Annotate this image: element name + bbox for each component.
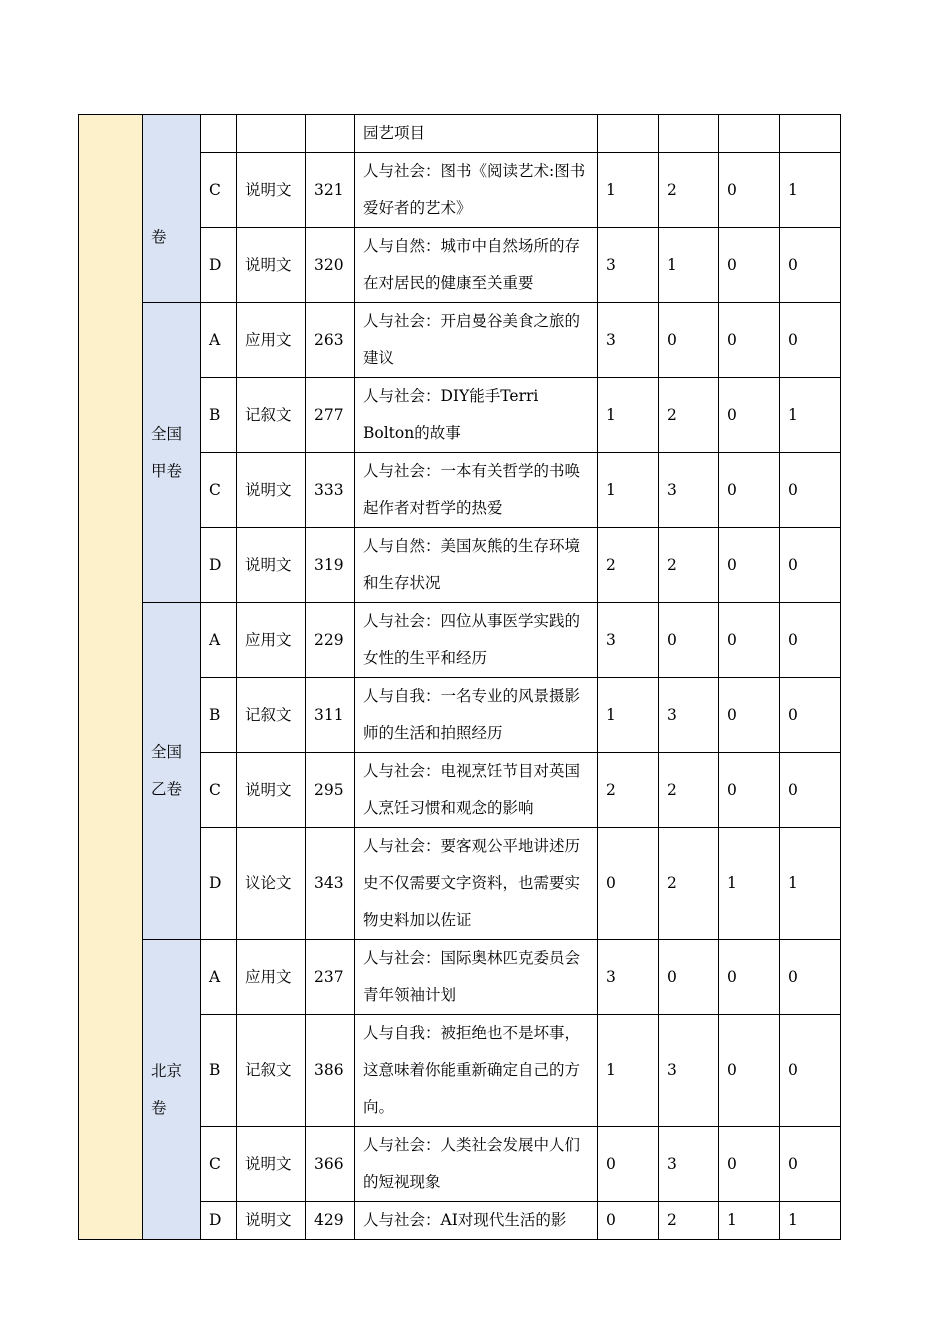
- topic-cell: 人与社会：AI对现代生活的影: [355, 1202, 598, 1240]
- type-cell: 说明文: [237, 753, 306, 828]
- letter-cell: A: [201, 303, 237, 378]
- count-cell: 2: [659, 528, 719, 603]
- type-cell: 说明文: [237, 1202, 306, 1240]
- letter-cell: C: [201, 1127, 237, 1202]
- count-cell: 0: [780, 753, 841, 828]
- topic-cell: 人与自我：被拒绝也不是坏事，这意味着你能重新确定自己的方向。: [355, 1015, 598, 1127]
- letter-cell: A: [201, 603, 237, 678]
- count-cell: 3: [598, 940, 659, 1015]
- count-cell: 1: [598, 678, 659, 753]
- group-label: 全国甲卷: [143, 303, 201, 603]
- count-cell: 0: [719, 753, 780, 828]
- letter-cell: D: [201, 528, 237, 603]
- count-cell: 1: [780, 153, 841, 228]
- words-cell: 311: [306, 678, 355, 753]
- topic-cell: 人与社会：开启曼谷美食之旅的建议: [355, 303, 598, 378]
- count-cell: 1: [598, 153, 659, 228]
- topic-cell: 人与社会：要客观公平地讲述历史不仅需要文字资料，也需要实物史料加以佐证: [355, 828, 598, 940]
- count-cell: 3: [598, 603, 659, 678]
- words-cell: 319: [306, 528, 355, 603]
- count-cell: 1: [719, 1202, 780, 1240]
- count-cell: 0: [719, 528, 780, 603]
- words-cell: [306, 115, 355, 153]
- group-label: 全国乙卷: [143, 603, 201, 940]
- count-cell: 0: [780, 940, 841, 1015]
- letter-cell: A: [201, 940, 237, 1015]
- count-cell: 1: [598, 453, 659, 528]
- count-cell: 1: [780, 828, 841, 940]
- count-cell: 0: [780, 603, 841, 678]
- count-cell: 3: [598, 228, 659, 303]
- topic-cell: 人与社会：四位从事医学实践的女性的生平和经历: [355, 603, 598, 678]
- count-cell: 2: [659, 1202, 719, 1240]
- count-cell: 1: [780, 1202, 841, 1240]
- count-cell: 0: [659, 940, 719, 1015]
- letter-cell: D: [201, 828, 237, 940]
- count-cell: 0: [780, 303, 841, 378]
- count-cell: 2: [659, 828, 719, 940]
- count-cell: 0: [719, 228, 780, 303]
- group-label: [143, 115, 201, 303]
- count-cell: 2: [598, 753, 659, 828]
- count-cell: 1: [719, 828, 780, 940]
- topic-cell: 人与社会：图书《阅读艺术:图书爱好者的艺术》: [355, 153, 598, 228]
- count-cell: 0: [780, 228, 841, 303]
- type-cell: 说明文: [237, 528, 306, 603]
- letter-cell: D: [201, 1202, 237, 1240]
- group-label: 北京卷: [143, 940, 201, 1240]
- type-cell: 应用文: [237, 940, 306, 1015]
- count-cell: 0: [780, 528, 841, 603]
- count-cell: 1: [598, 378, 659, 453]
- count-cell: 0: [780, 1015, 841, 1127]
- words-cell: 366: [306, 1127, 355, 1202]
- count-cell: 0: [598, 1127, 659, 1202]
- type-cell: 说明文: [237, 1127, 306, 1202]
- count-cell: 1: [659, 228, 719, 303]
- type-cell: 记叙文: [237, 678, 306, 753]
- type-cell: 记叙文: [237, 1015, 306, 1127]
- type-cell: 说明文: [237, 228, 306, 303]
- topic-cell: 人与社会：一本有关哲学的书唤起作者对哲学的热爱: [355, 453, 598, 528]
- letter-cell: D: [201, 228, 237, 303]
- table-row: [79, 303, 841, 378]
- count-cell: 3: [659, 678, 719, 753]
- topic-cell: 人与自然：美国灰熊的生存环境和生存状况: [355, 528, 598, 603]
- type-cell: 说明文: [237, 153, 306, 228]
- words-cell: 386: [306, 1015, 355, 1127]
- count-cell: 0: [719, 678, 780, 753]
- topic-cell: 人与社会：电视烹饪节目对英国人烹饪习惯和观念的影响: [355, 753, 598, 828]
- count-cell: 0: [719, 603, 780, 678]
- words-cell: 263: [306, 303, 355, 378]
- type-cell: 议论文: [237, 828, 306, 940]
- words-cell: 333: [306, 453, 355, 528]
- words-cell: 277: [306, 378, 355, 453]
- count-cell: 0: [719, 453, 780, 528]
- letter-cell: B: [201, 1015, 237, 1127]
- count-cell: [598, 115, 659, 153]
- count-cell: 3: [659, 1015, 719, 1127]
- type-cell: 记叙文: [237, 378, 306, 453]
- type-cell: 应用文: [237, 303, 306, 378]
- count-cell: 1: [598, 1015, 659, 1127]
- table-row: [79, 115, 841, 153]
- count-cell: 2: [598, 528, 659, 603]
- group-name: 卷: [151, 228, 167, 246]
- type-cell: [237, 115, 306, 153]
- count-cell: 3: [659, 453, 719, 528]
- count-cell: 0: [780, 1127, 841, 1202]
- count-cell: 0: [719, 153, 780, 228]
- words-cell: 429: [306, 1202, 355, 1240]
- count-cell: 0: [780, 678, 841, 753]
- count-cell: 0: [719, 303, 780, 378]
- count-cell: 0: [719, 378, 780, 453]
- table-row: [79, 603, 841, 678]
- count-cell: 2: [659, 753, 719, 828]
- topic-cell: 人与自然：城市中自然场所的存在对居民的健康至关重要: [355, 228, 598, 303]
- letter-cell: C: [201, 153, 237, 228]
- words-cell: 343: [306, 828, 355, 940]
- count-cell: 0: [719, 1015, 780, 1127]
- topic-cell: 人与社会：国际奥林匹克委员会青年领袖计划: [355, 940, 598, 1015]
- table-row: [79, 940, 841, 1015]
- count-cell: [780, 115, 841, 153]
- count-cell: 0: [598, 1202, 659, 1240]
- count-cell: 0: [719, 1127, 780, 1202]
- count-cell: [659, 115, 719, 153]
- letter-cell: C: [201, 453, 237, 528]
- words-cell: 320: [306, 228, 355, 303]
- type-cell: 应用文: [237, 603, 306, 678]
- exam-reading-table: [78, 114, 841, 1240]
- count-cell: 1: [780, 378, 841, 453]
- count-cell: 3: [598, 303, 659, 378]
- topic-cell: 人与自我：一名专业的风景摄影师的生活和拍照经历: [355, 678, 598, 753]
- count-cell: 0: [780, 453, 841, 528]
- words-cell: 229: [306, 603, 355, 678]
- count-cell: 2: [659, 153, 719, 228]
- type-cell: 说明文: [237, 453, 306, 528]
- words-cell: 237: [306, 940, 355, 1015]
- topic-cell: 园艺项目: [355, 115, 598, 153]
- count-cell: 0: [598, 828, 659, 940]
- letter-cell: C: [201, 753, 237, 828]
- count-cell: 3: [659, 1127, 719, 1202]
- count-cell: 0: [719, 940, 780, 1015]
- words-cell: 321: [306, 153, 355, 228]
- count-cell: 2: [659, 378, 719, 453]
- topic-cell: 人与社会：DIY能手Terri Bolton的故事: [355, 378, 598, 453]
- words-cell: 295: [306, 753, 355, 828]
- letter-cell: [201, 115, 237, 153]
- count-cell: 0: [659, 303, 719, 378]
- count-cell: 0: [659, 603, 719, 678]
- side-column: [79, 115, 143, 1240]
- letter-cell: B: [201, 378, 237, 453]
- letter-cell: B: [201, 678, 237, 753]
- topic-cell: 人与社会：人类社会发展中人们的短视现象: [355, 1127, 598, 1202]
- count-cell: [719, 115, 780, 153]
